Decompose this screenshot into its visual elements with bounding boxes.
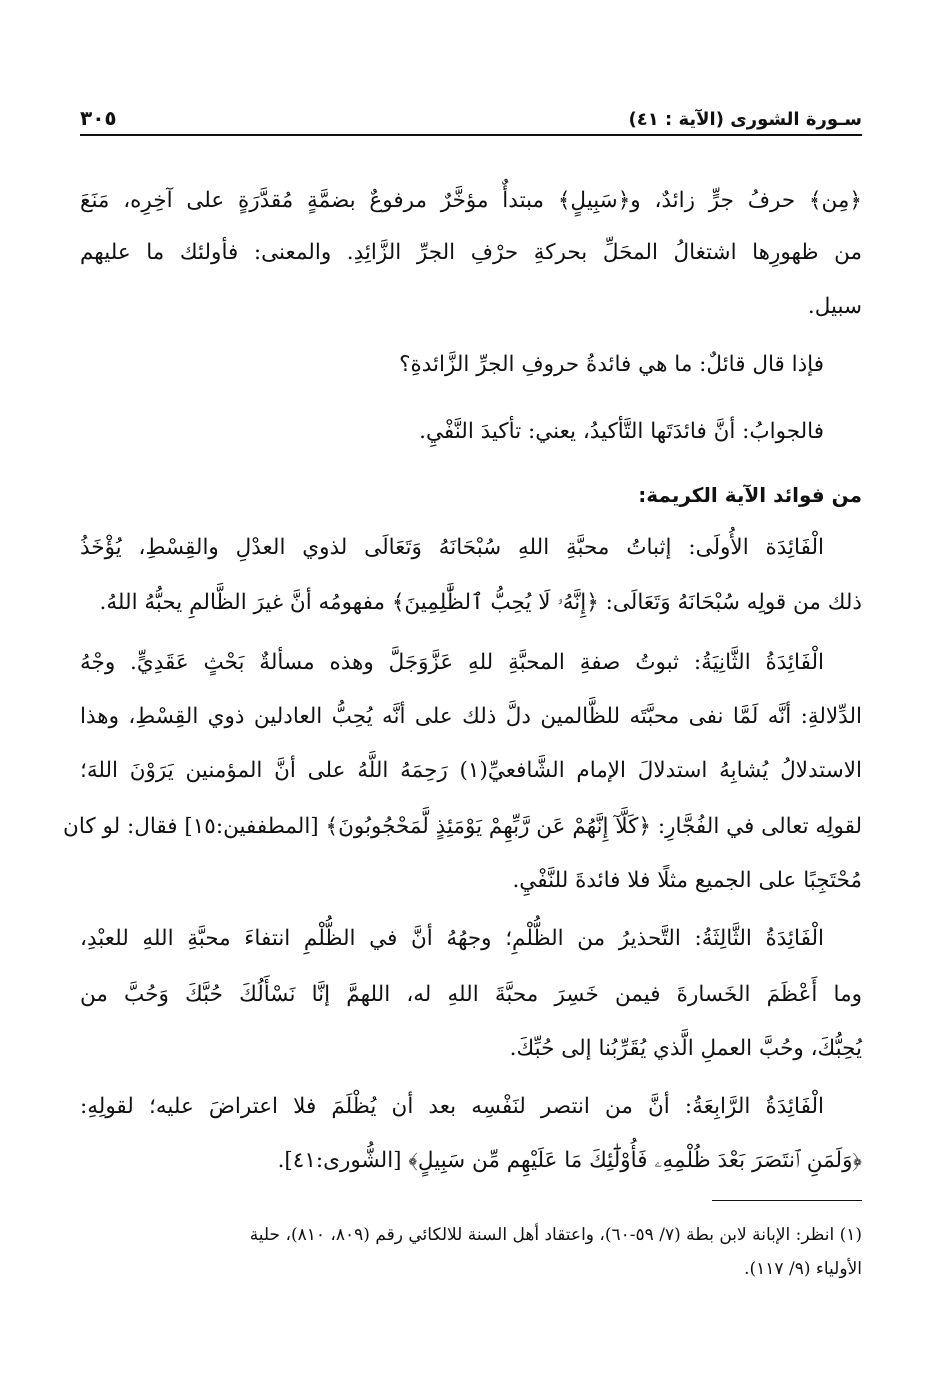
body-line: من ظهورِها اشتغالُ المحَلِّ بحركةِ حرْفِ الجرِّ الزَّائِدِ. والمعنى: فأولئك ما عليهم — [80, 240, 862, 265]
page-number: ٣٠٥ — [80, 106, 117, 130]
body-line: الْفَائِدَة الأُولَى: إثباتُ محبَّةِ اللهِ سُبْحَانَهُ وَتَعَالَى لذوي العدْلِ والقِسْطِ، يُؤْخَذُ — [80, 535, 824, 560]
footnote-line: الأولياء (٩/ ١١٧). — [744, 1259, 862, 1279]
footnote-line: (١) انظر: الإبانة لابن بطة (٧/ ٥٩-٦٠)، واعتقاد أهل السنة للالكائي رقم (٨٠٩، ٨١٠)، حلية — [249, 1225, 862, 1245]
body-line: الاستدلالُ يُشابِهُ استدلالَ الإمام الشَّافعيِّ(١) رَحِمَهُ اللَّهُ على أنَّ المؤمنين يَرَوْنَ اللهَ؛ — [80, 758, 862, 783]
body-line: فالجوابُ: أنَّ فائدَتَها التَّأكيدُ، يعني: تأكيدَ النَّفْيِ. — [419, 419, 824, 444]
body-line: فإذا قال قائلٌ: ما هي فائدةُ حروفِ الجرِّ الزَّائدةِ؟ — [399, 352, 824, 377]
body-line: لقولِه تعالى في الفُجَّارِ: ﴿كَلَّآ إِنَّهُمْ عَن رَّبِّهِمْ يَوْمَئِذٍ لَّمَحْجُوبُونَ﴾ [المطففين:١٥] فقال: لو كان — [63, 814, 862, 839]
body-line: يُحِبُّكَ، وحُبَّ العملِ الَّذي يُقَرِّبُنا إلى حُبِّكَ. — [509, 1036, 862, 1061]
body-line: وما أَعْظَمَ الخَسارةَ فيمن خَسِرَ محبَّةَ اللهِ له، اللهمَّ إنَّا نَسْأَلُكَ حُبَّكَ وَحُبَّ من — [80, 982, 862, 1007]
header-rule — [80, 134, 862, 136]
section-heading: من فوائد الآية الكريمة: — [638, 483, 862, 507]
chapter-title: سـورة الشورى (الآية : ٤١) — [628, 109, 862, 130]
body-line: الْفَائِدَةُ الرَّابِعَةُ: أنَّ من انتصر لنَفْسِه بعد أن يُظْلَمَ فلا اعتراضَ عليه؛ لقولِهِ: — [80, 1094, 824, 1119]
body-line: ﴿مِن﴾ حرفُ جرٍّ زائدٌ، و﴿سَبِيلٍ﴾ مبتدأٌ مؤخَّرٌ مرفوعٌ بضمَّةٍ مُقدَّرَةٍ على آخِرِه، مَنَعَ — [80, 188, 862, 213]
body-line: مُحْتَجِبًا على الجميع مثلًا فلا فائدةَ للنَّفْيِ. — [512, 868, 862, 893]
body-line: الدِّلالةِ: أنَّه لَمَّا نفى محبَّتَه للظَّالمين دلَّ ذلك على أنَّه يُحِبُّ العادلين ذوي القِسْطِ، وهذا — [80, 704, 862, 729]
body-line: الْفَائِدَةُ الثَّالِثَةُ: التَّحذيرُ من الظُّلْمِ؛ وجهُهُ أنَّ في الظُّلْمِ انتفاءَ محبَّةِ اللهِ للعبْدِ، — [80, 926, 824, 951]
body-line: سبيل. — [807, 294, 862, 319]
footnote-rule — [712, 1200, 862, 1201]
body-line: ذلك من قولِه سُبْحَانَهُ وَتَعَالَى: ﴿إِنَّهُۥ لَا يُحِبُّ ٱلظَّٰلِمِينَ﴾ مفهومُه أنَّ غيرَ الظَّالمِ يحبُّهُ اللهُ. — [99, 590, 862, 615]
body-line: ﴿وَلَمَنِ ٱنتَصَرَ بَعْدَ ظُلْمِهِۦ فَأُوْلَٰٓئِكَ مَا عَلَيْهِم مِّن سَبِيلٍ﴾ [الشُّورى:٤١]. — [277, 1148, 862, 1173]
running-header — [80, 96, 862, 130]
body-line: الْفَائِدَةُ الثَّانِيَةُ: ثبوتُ صفةِ المحبَّةِ للهِ عَزَّوَجَلَّ وهذه مسألةٌ بَحْثٍ عَقَدِيٍّ. وجْهُ — [80, 650, 824, 675]
